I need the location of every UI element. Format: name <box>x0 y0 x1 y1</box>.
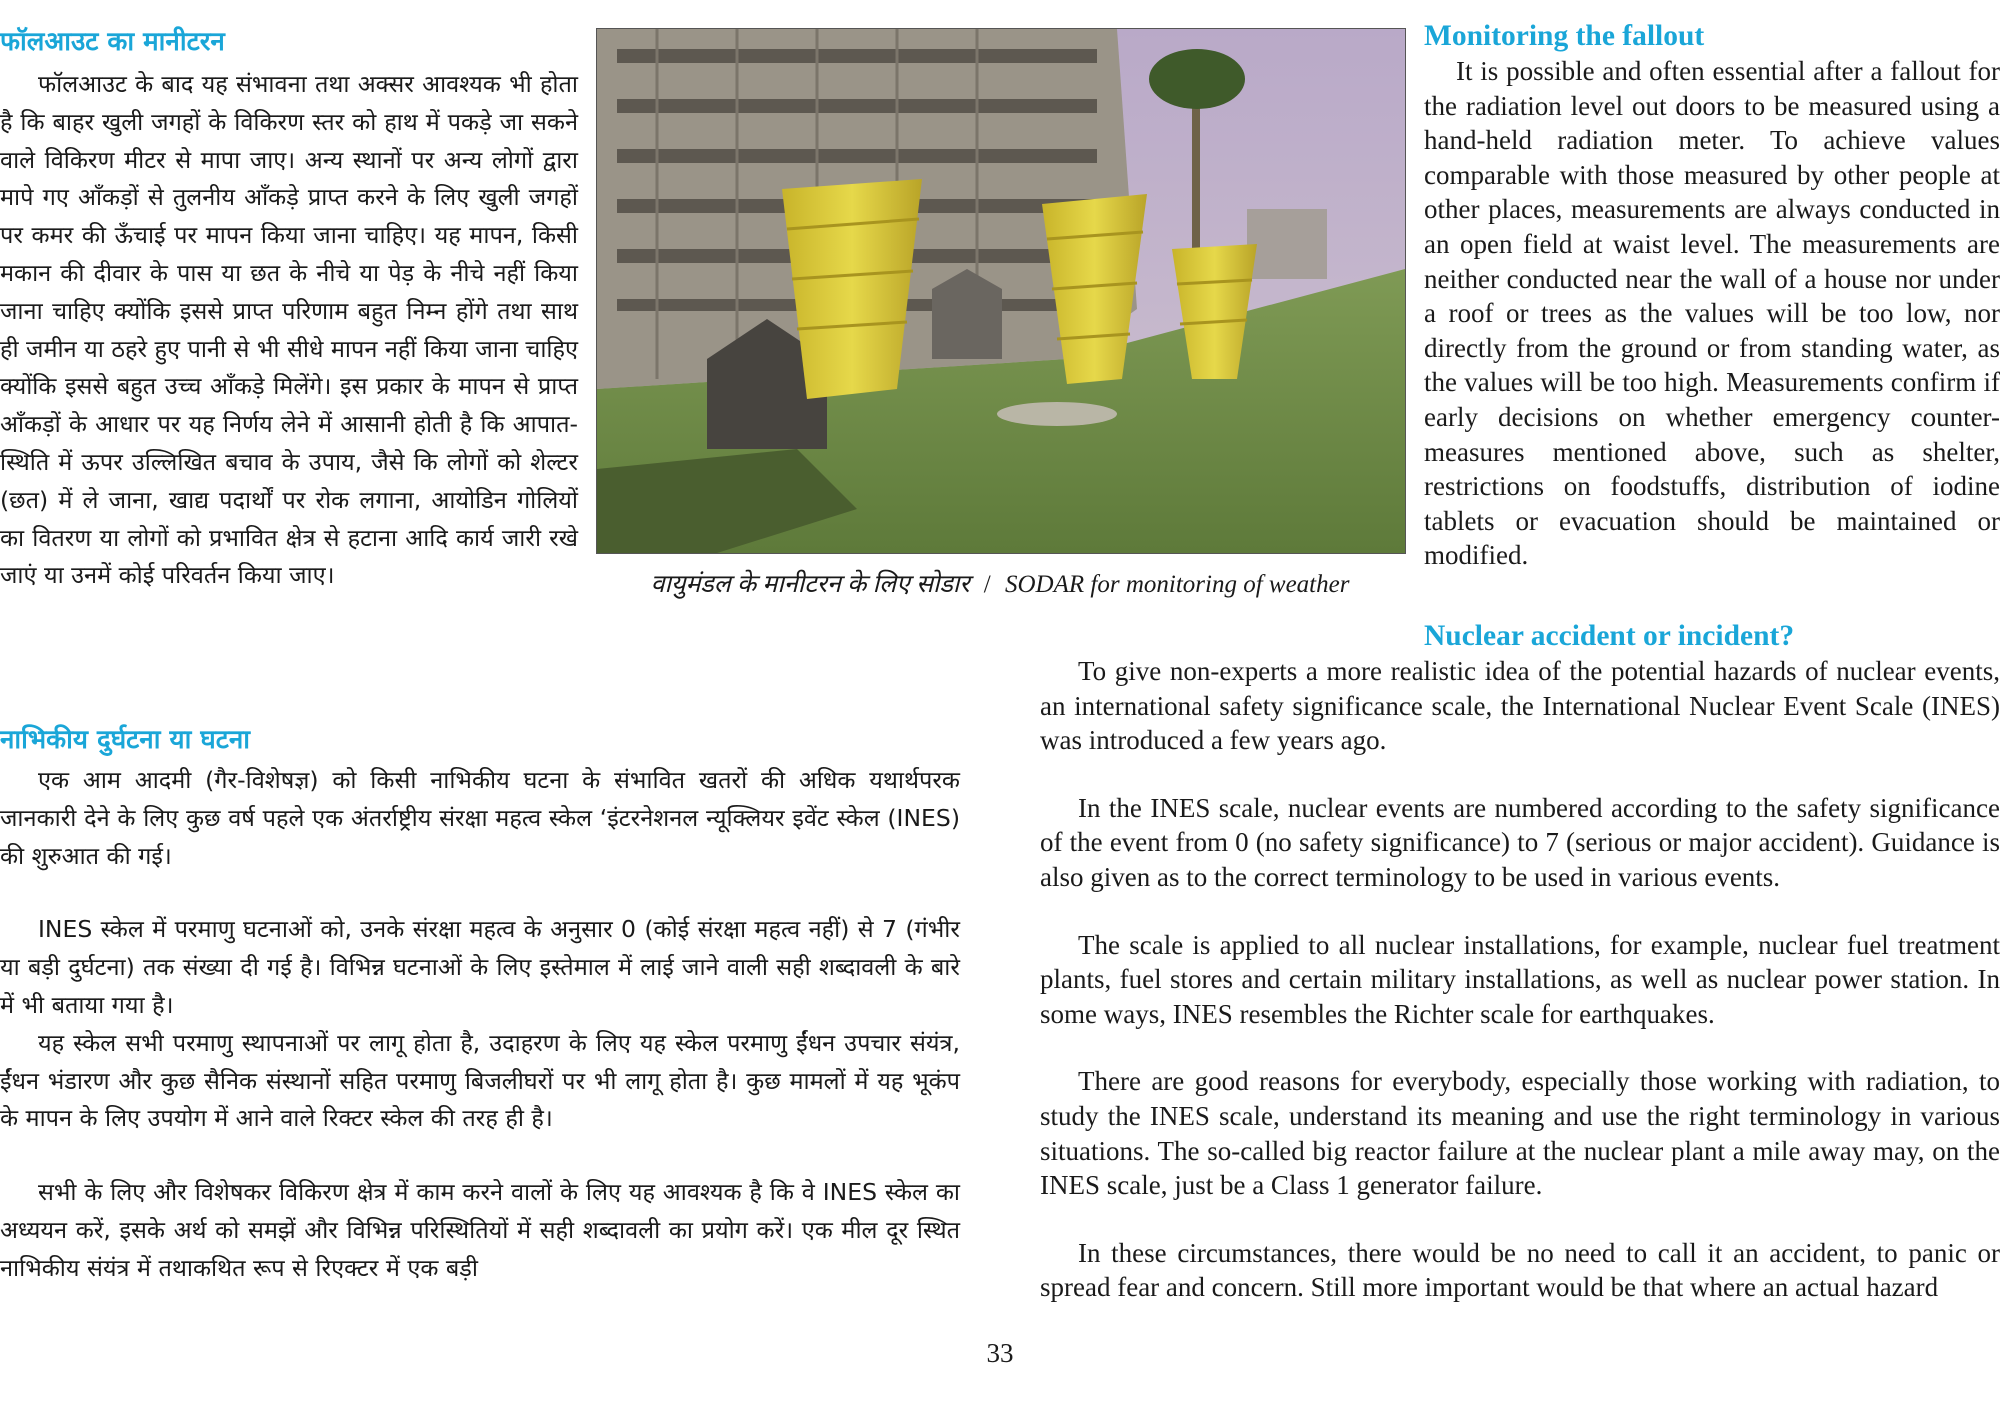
hindi-accident-paragraph-2: INES स्केल में परमाणु घटनाओं को, उनके संरक्षा महत्व के अनुसार 0 (कोई संरक्षा महत्व नहीं) से 7 (गंभीर या बड़ी दुर्घटना) तक संख्या दी गई है। विभिन्न घटनाओं के लिए इस्तेमाल में लाई जाने वाली सही शब्दावली के बारे में भी बताया गया है। <box>0 915 960 1019</box>
caption-english: SODAR for monitoring of weather <box>1005 571 1350 598</box>
english-accident-paragraph-4: There are good reasons for everybody, especially those working with radiation, to study the INES scale, understand its meaning and use the right terminology in various situations. The so-called big reactor failure at the nuclear plant a mile away may, on the INES scale, just be a Class 1 generator failure. <box>1040 1066 2000 1201</box>
caption-separator: / <box>983 571 991 598</box>
photo-caption <box>596 566 1404 600</box>
english-accident-section <box>1040 618 2000 1305</box>
hindi-accident-paragraph-1: एक आम आदमी (गैर-विशेषज्ञ) को किसी नाभिकीय घटना के संभावित खतरों की अधिक यथार्थपरक जानकारी देने के लिए कुछ वर्ष पहले एक अंतर्राष्ट्रीय संरक्षा महत्व स्केल ‘इंटरनेशनल न्यूक्लियर इवेंट स्केल (INES) की शुरुआत की गई। <box>0 766 960 870</box>
hindi-fallout-paragraph: फॉलआउट के बाद यह संभावना तथा अक्सर आवश्यक भी होता है कि बाहर खुली जगहों के विकिरण स्तर को हाथ में पकड़े जा सकने वाले विकिरण मीटर से मापा जाए। अन्य स्थानों पर अन्य लोगों द्वारा मापे गए आँकड़ों से तुलनीय आँकड़े प्राप्त करने के लिए खुली जगहों पर कमर की ऊँचाई पर मापन किया जाना चाहिए। यह मापन, किसी मकान की दीवार के पास या छत के नीचे या पेड़ के नीचे नहीं किया जाना चाहिए क्योंकि इससे प्राप्त परिणाम बहुत निम्न होंगे तथा साथ ही जमीन या ठहरे हुए पानी से भी सीधे मापन नहीं किया जाना चाहिए क्योंकि इससे बहुत उच्च आँकड़े मिलेंगे। इस प्रकार के मापन से प्राप्त आँकड़ों के आधार पर यह निर्णय लेने में आसानी होती है कि आपात-स्थिति में ऊपर उल्लिखित बचाव के उपाय, जैसे कि लोगों को शेल्टर (छत) में ले जाना, खाद्य पदार्थों पर रोक लगाना, आयोडिन गोलियों का वितरण या लोगों को प्रभावित क्षेत्र से हटाना आदि कार्य जारी रखे जाएं या उनमें कोई परिवर्तन किया जाए। <box>0 70 578 590</box>
hindi-accident-paragraph-3: यह स्केल सभी परमाणु स्थापनाओं पर लागू होता है, उदाहरण के लिए यह स्केल परमाणु ईंधन उपचार संयंत्र, ईंधन भंडारण और कुछ सैनिक संस्थानों सहित परमाणु बिजलीघरों पर भी लागू होता है। कुछ मामलों में यह भूकंप के मापन के लिए उपयोग में आने वाले रिक्टर स्केल की तरह ही है। <box>0 1028 960 1133</box>
english-fallout-section <box>1424 18 2000 573</box>
english-accident-heading: Nuclear accident or incident? <box>1424 620 1795 652</box>
english-accident-paragraph-3: The scale is applied to all nuclear installations, for example, nuclear fuel treatment plants, fuel stores and certain military installations, as well as nuclear power station. In some ways, INES resembles the Richter scale for earthquakes. <box>1040 929 2000 1029</box>
english-accident-paragraph-2: In the INES scale, nuclear events are numbered according to the safety significance of the event from 0 (no safety significance) to 7 (serious or major accident). Guidance is also given as to the correct terminology to be used in various events. <box>1040 792 2000 892</box>
hindi-fallout-section <box>0 22 578 595</box>
english-fallout-heading: Monitoring the fallout <box>1424 20 1705 52</box>
hindi-accident-paragraph-4: सभी के लिए और विशेषकर विकिरण क्षेत्र में काम करने वालों के लिए यह आवश्यक है कि वे INES स्केल का अध्ययन करें, इसके अर्थ को समझें और विभिन्न परिस्थितियों में सही शब्दावली का प्रयोग करें। एक मील दूर स्थित नाभिकीय संयंत्र में तथाकथित रूप से रिएक्टर में एक बड़ी <box>0 1178 960 1282</box>
page-number: 33 <box>986 1338 1014 1368</box>
english-fallout-paragraph: It is possible and often essential after a fallout for the radiation level out doors to be measured using a hand-held radiation meter. To achieve values comparable with those measured by other people at other places, measurements are always conducted in an open field at waist level. The measurements are neither conducted near the wall of a house nor under a roof or trees as the values will be too low, nor directly from the ground or from standing water, as the values will be too high. Measurements confirm if early decisions on whether emergency counter-measures mentioned above, such as shelter, restrictions on foodstuffs, distribution of iodine tablets or evacuation should be maintained or modified. <box>1424 56 2000 571</box>
caption-hindi: वायुमंडल के मानीटरन के लिए सोडार <box>650 571 970 598</box>
hindi-fallout-heading: फॉलआउट का मानीटरन <box>0 27 225 57</box>
hindi-accident-heading: नाभिकीय दुर्घटना या घटना <box>0 725 251 755</box>
english-accident-paragraph-5: In these circumstances, there would be no need to call it an accident, to panic or spread fear and concern. Still more important would be that where an actual hazard <box>1040 1237 2000 1303</box>
english-accident-paragraph-1: To give non-experts a more realistic idea of the potential hazards of nuclear events, an international safety significance scale, the International Nuclear Event Scale (INES) was introduced a few years ago. <box>1040 656 2000 756</box>
sodar-photo <box>596 28 1406 554</box>
hindi-accident-section <box>0 720 960 1288</box>
